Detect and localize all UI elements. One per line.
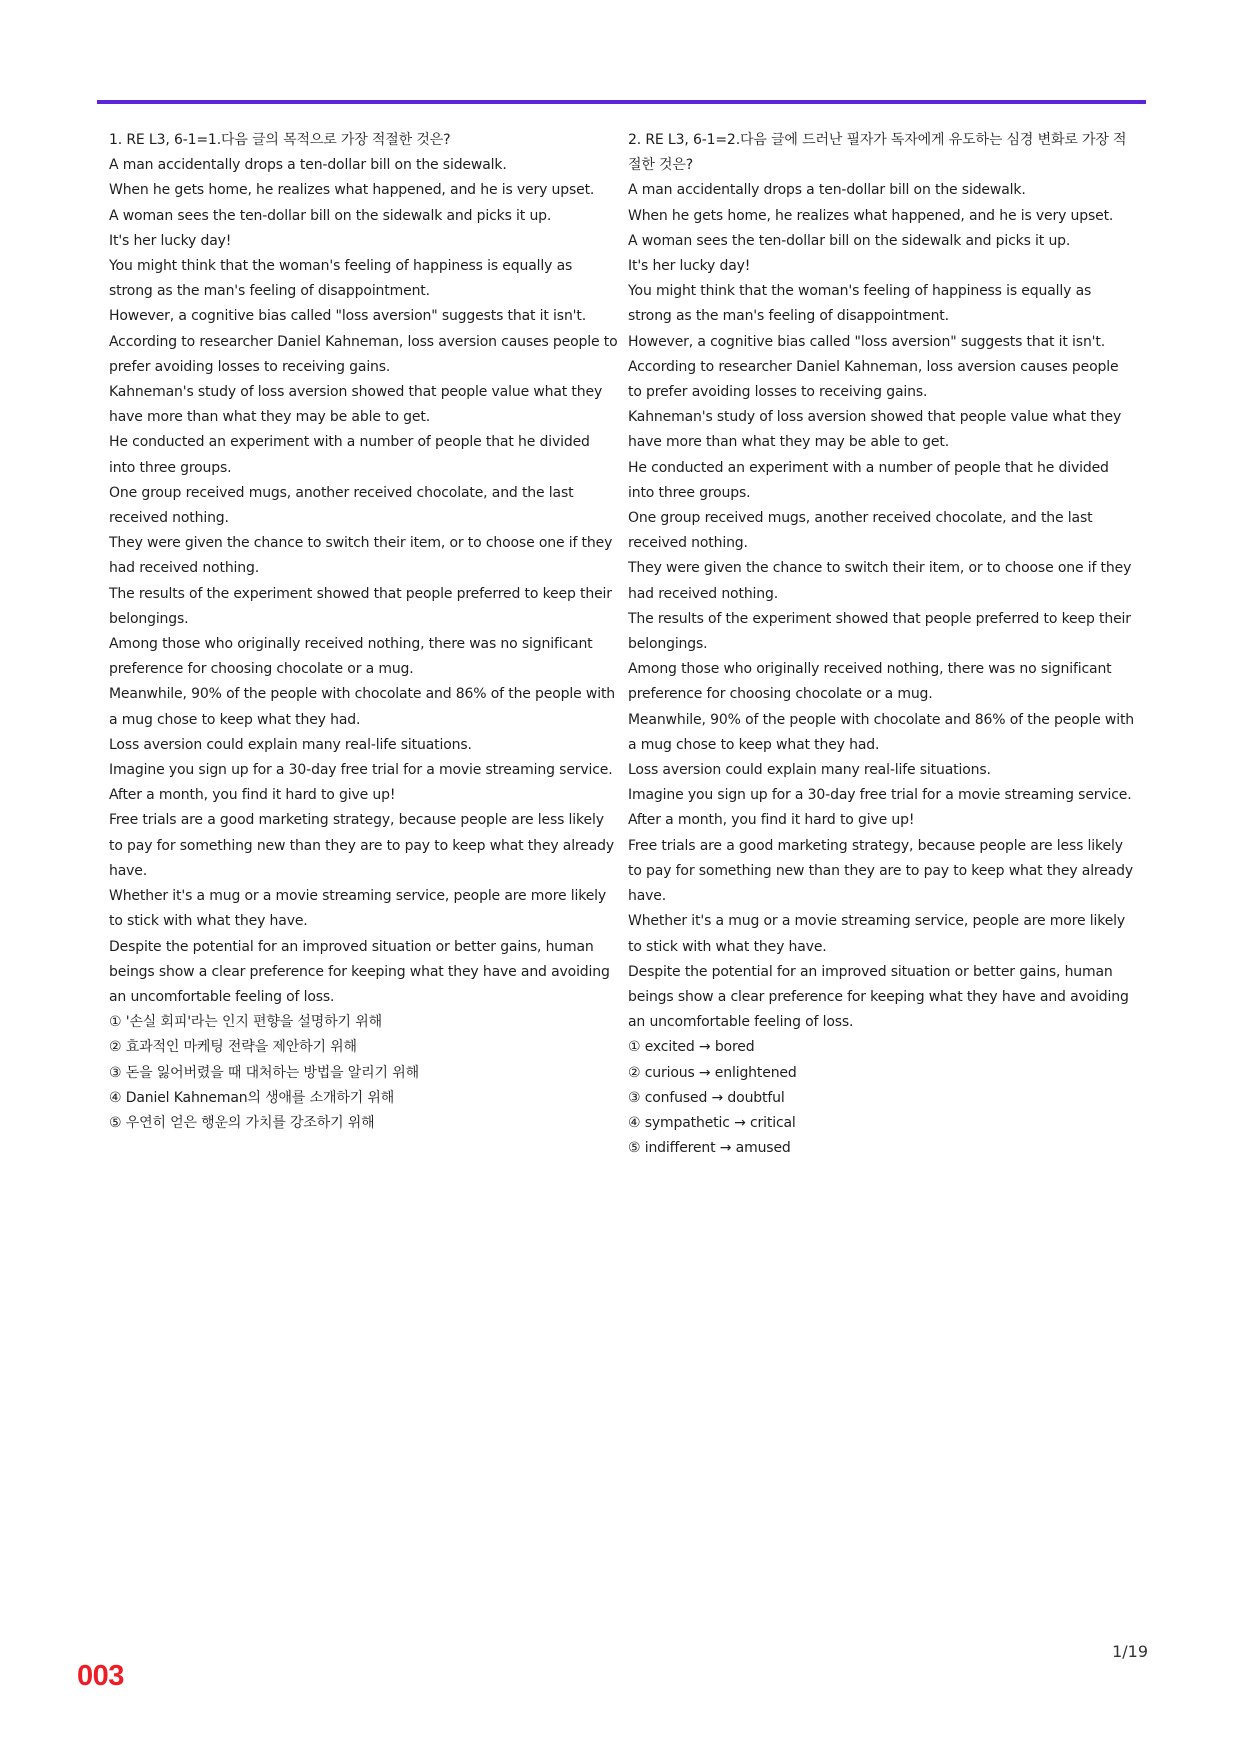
passage-line: You might think that the woman's feeling of happiness is equally as strong as the man's feeling of disappointment. xyxy=(628,283,1092,325)
answer-option-5: ⑤ indifferent → amused xyxy=(628,1140,791,1157)
passage-line: When he gets home, he realizes what happened, and he is very upset. xyxy=(109,182,595,199)
document-code: 003 xyxy=(77,1660,124,1692)
answer-option-2: ② 효과적인 마케팅 전략을 제안하기 위해 xyxy=(109,1039,357,1056)
passage-line: They were given the chance to switch their item, or to choose one if they had received nothing. xyxy=(628,560,1132,602)
passage-line: A man accidentally drops a ten-dollar bill on the sidewalk. xyxy=(628,182,1026,199)
passage-line: When he gets home, he realizes what happened, and he is very upset. xyxy=(628,207,1114,224)
question-2-header: 2. RE L3, 6-1=2.다음 글에 드러난 필자가 독자에게 유도하는 심경 변화로 가장 적절한 것은? xyxy=(628,132,1127,174)
passage-line: A woman sees the ten-dollar bill on the sidewalk and picks it up. xyxy=(628,232,1071,249)
answer-option-1: ① excited → bored xyxy=(628,1039,755,1056)
passage-line: Free trials are a good marketing strategy, because people are less likely to pay for something new than they are to pay to keep what they already have. xyxy=(628,837,1133,905)
passage-line: One group received mugs, another received chocolate, and the last received nothing. xyxy=(628,510,1093,552)
passage-line: Despite the potential for an improved situation or better gains, human beings show a clear preference for keeping what they have and avoiding an uncomfortable feeling of loss. xyxy=(628,963,1129,1031)
question-1 xyxy=(109,128,619,1136)
passage-line: Meanwhile, 90% of the people with chocolate and 86% of the people with a mug chose to keep what they had. xyxy=(628,711,1135,753)
passage-line: Loss aversion could explain many real-life situations. xyxy=(628,762,991,779)
passage-line: Whether it's a mug or a movie streaming service, people are more likely to stick with what they have. xyxy=(628,913,1126,955)
passage-line: A man accidentally drops a ten-dollar bill on the sidewalk. xyxy=(109,157,507,174)
question-2 xyxy=(628,128,1136,1161)
passage-line: After a month, you find it hard to give up! xyxy=(109,787,396,804)
passage-line: According to researcher Daniel Kahneman, loss aversion causes people to prefer avoiding losses to receiving gains. xyxy=(628,358,1119,401)
passage-line: You might think that the woman's feeling of happiness is equally as strong as the man's feeling of disappointment. xyxy=(109,258,573,300)
answer-option-3: ③ 돈을 잃어버렸을 때 대처하는 방법을 알리기 위해 xyxy=(109,1064,419,1081)
passage-line: A woman sees the ten-dollar bill on the sidewalk and picks it up. xyxy=(109,207,552,224)
passage-line: Among those who originally received nothing, there was no significant preference for choosing chocolate or a mug. xyxy=(109,636,593,678)
answer-option-4: ④ sympathetic → critical xyxy=(628,1114,796,1131)
passage-line: It's her lucky day! xyxy=(109,232,232,249)
header-divider xyxy=(97,100,1146,104)
passage-line: Among those who originally received nothing, there was no significant preference for choosing chocolate or a mug. xyxy=(628,661,1112,703)
passage-line: He conducted an experiment with a number of people that he divided into three groups. xyxy=(109,434,590,476)
passage-line: One group received mugs, another received chocolate, and the last received nothing. xyxy=(109,484,574,527)
passage-line: The results of the experiment showed that people preferred to keep their belongings. xyxy=(628,610,1131,653)
passage-line: Whether it's a mug or a movie streaming service, people are more likely to stick with what they have. xyxy=(109,888,607,930)
answer-option-2: ② curious → enlightened xyxy=(628,1064,797,1081)
passage-line: However, a cognitive bias called "loss aversion" suggests that it isn't. xyxy=(109,308,586,325)
passage-line: He conducted an experiment with a number of people that he divided into three groups. xyxy=(628,459,1109,501)
page-number: 1/19 xyxy=(1112,1642,1148,1661)
answer-option-1: ① '손실 회피'라는 인지 편향을 설명하기 위해 xyxy=(109,1014,382,1031)
passage-line: Kahneman's study of loss aversion showed that people value what they have more than what they may be able to get. xyxy=(109,384,603,426)
passage-line: Free trials are a good marketing strategy, because people are less likely to pay for something new than they are to pay to keep what they already have. xyxy=(109,812,614,879)
question-1-header: 1. RE L3, 6-1=1.다음 글의 목적으로 가장 적절한 것은? xyxy=(109,132,451,148)
passage-line: According to researcher Daniel Kahneman, loss aversion causes people to prefer avoiding losses to receiving gains. xyxy=(109,333,618,375)
passage-line: Loss aversion could explain many real-life situations. xyxy=(109,736,472,753)
passage-line: Despite the potential for an improved situation or better gains, human beings show a clear preference for keeping what they have and avoiding an uncomfortable feeling of loss. xyxy=(109,938,610,1005)
passage-line: They were given the chance to switch their item, or to choose one if they had received nothing. xyxy=(109,535,613,577)
passage-line: Meanwhile, 90% of the people with chocolate and 86% of the people with a mug chose to keep what they had. xyxy=(109,686,616,728)
passage-line: It's her lucky day! xyxy=(628,258,751,275)
passage-line: The results of the experiment showed that people preferred to keep their belongings. xyxy=(109,585,612,627)
passage-line: Imagine you sign up for a 30-day free trial for a movie streaming service. xyxy=(628,787,1132,804)
passage-line: Kahneman's study of loss aversion showed that people value what they have more than what they may be able to get. xyxy=(628,409,1122,451)
passage-line: However, a cognitive bias called "loss aversion" suggests that it isn't. xyxy=(628,333,1105,350)
answer-option-5: ⑤ 우연히 얻은 행운의 가치를 강조하기 위해 xyxy=(109,1114,375,1131)
answer-option-3: ③ confused → doubtful xyxy=(628,1089,785,1106)
passage-line: After a month, you find it hard to give up! xyxy=(628,812,915,829)
passage-line: Imagine you sign up for a 30-day free trial for a movie streaming service. xyxy=(109,762,613,779)
answer-option-4: ④ Daniel Kahneman의 생애를 소개하기 위해 xyxy=(109,1089,395,1106)
